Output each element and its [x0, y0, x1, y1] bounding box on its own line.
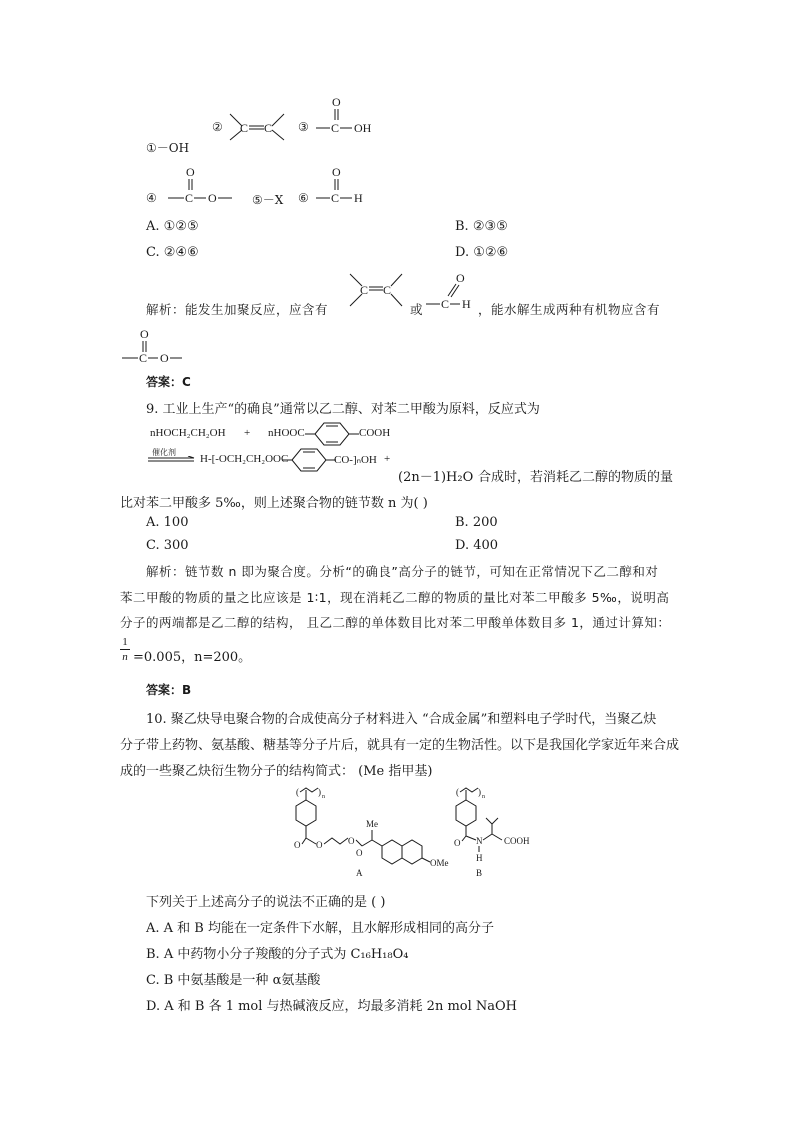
- q10-question: 下列关于上述高分子的说法不正确的是 ( ): [146, 895, 386, 910]
- svg-text:O: O: [140, 327, 149, 341]
- benzene-ring-icon: [305, 420, 359, 448]
- structure-b-diagram: [452, 786, 542, 864]
- q9-explanation-line2: 苯二甲酸的物质的量之比应该是 1∶1，现在消耗乙二醇的物质的量比对苯二甲酸多 5‰，说明高: [120, 590, 670, 605]
- group-6-label: ⑥: [298, 191, 309, 205]
- svg-text:H: H: [476, 853, 483, 863]
- q9-option-b: B. 200: [455, 515, 498, 530]
- structure-a-label: A: [356, 868, 363, 878]
- q9-option-a: A. 100: [146, 515, 189, 530]
- svg-text:O: O: [348, 836, 355, 846]
- svg-text:C: C: [383, 283, 392, 297]
- svg-text:n: n: [322, 794, 325, 800]
- q9-option-d: D. 400: [455, 538, 499, 553]
- q9-option-c: C. 300: [146, 538, 189, 553]
- svg-text:O: O: [160, 351, 169, 365]
- svg-text:C: C: [185, 191, 194, 204]
- explanation-alkene-structure: [346, 272, 404, 312]
- q10-stem-line1: 10. 聚乙炔导电聚合物的合成使高分子材料进入 “合成金属”和塑料电子学时代，当聚乙炔: [146, 712, 657, 727]
- q9-reactant-acid-right: COOH: [359, 427, 391, 439]
- ester-structure: [164, 164, 236, 204]
- q9-product-right: CO-]ₙOH: [334, 454, 377, 466]
- q9-plus: +: [244, 427, 251, 439]
- q9-plus-2: +: [384, 453, 391, 465]
- q9-explanation-line3: 分子的两端都是乙二醇的结构， 且乙二醇的单体数目比对苯二甲酸单体数目多 1，通过计算知：: [120, 615, 671, 630]
- svg-text:O: O: [332, 95, 341, 109]
- explanation-aldehyde-structure: [424, 270, 476, 310]
- group-1-label: ①－OH: [146, 141, 190, 155]
- carboxyl-structure: [314, 94, 380, 134]
- svg-text:H: H: [354, 191, 363, 204]
- q8-explanation-part2: ，能水解生成两种有机物应含有: [478, 302, 661, 317]
- svg-text:COOH: COOH: [504, 836, 530, 846]
- svg-text:O: O: [332, 165, 341, 179]
- q10-option-c: C. B 中氨基酸是一种 α氨基酸: [146, 973, 321, 988]
- q8-explanation-or: 或: [410, 302, 424, 317]
- q9-fraction-numerator: 1: [122, 636, 128, 648]
- svg-text:N: N: [476, 836, 483, 846]
- svg-text:OH: OH: [354, 121, 372, 134]
- alkene-structure: [228, 110, 286, 146]
- svg-text:C: C: [240, 121, 249, 135]
- svg-text:C: C: [360, 283, 369, 297]
- svg-text:): ): [318, 787, 321, 797]
- svg-text:O: O: [456, 271, 465, 285]
- svg-text:O: O: [356, 848, 363, 858]
- q9-calculation: =0.005，n=200。: [133, 650, 252, 665]
- svg-text:n: n: [482, 794, 485, 800]
- q10-option-b: B. A 中药物小分子羧酸的分子式为 C₁₆H₁₈O₄: [146, 947, 409, 962]
- svg-text:(: (: [456, 787, 459, 797]
- q8-option-d: D. ①②⑥: [455, 245, 509, 260]
- reaction-arrow-icon: [148, 456, 198, 464]
- svg-text:C: C: [139, 351, 148, 365]
- q9-product-left: H-[-OCH₂CH₂OOC: [200, 453, 289, 465]
- svg-text:O: O: [316, 840, 323, 850]
- q8-option-c: C. ②④⑥: [146, 245, 199, 260]
- q8-explanation-part1: 解析：能发生加聚反应，应含有: [146, 302, 329, 317]
- svg-text:(: (: [296, 787, 299, 797]
- aldehyde-structure: [314, 164, 370, 204]
- svg-text:C: C: [441, 297, 450, 310]
- q9-explanation-line1: 解析：链节数 n 即为聚合度。分析“的确良”高分子的链节，可知在正常情况下乙二醇和对: [146, 564, 659, 579]
- svg-text:O: O: [186, 165, 195, 179]
- q8-answer: 答案：C: [146, 375, 191, 389]
- q10-option-d: D. A 和 B 各 1 mol 与热碱液反应，均最多消耗 2n mol NaOH: [146, 999, 518, 1014]
- product-benzene-ring-icon: [282, 446, 336, 474]
- q8-option-a: A. ①②⑤: [146, 219, 199, 234]
- q8-option-b: B. ②③⑤: [455, 219, 508, 234]
- group-2-label: ②: [212, 120, 223, 134]
- svg-text:C: C: [264, 121, 273, 135]
- q9-stem-part2: 合成时，若消耗乙二醇的物质的量: [478, 470, 674, 485]
- svg-text:H: H: [462, 297, 471, 310]
- group-5-label: ⑤－X: [252, 193, 284, 207]
- svg-text:OMe: OMe: [430, 858, 449, 868]
- svg-text:C: C: [331, 121, 340, 134]
- q9-fraction-denominator: n: [122, 651, 128, 663]
- q9-stem: 9. 工业上生产“的确良”通常以乙二醇、对苯二甲酸为原料，反应式为: [146, 402, 540, 417]
- q9-catalyst-label: 催化剂: [152, 448, 176, 457]
- q9-reactant-acid-left: nHOOC: [268, 427, 305, 439]
- q9-reactant-glycol: nHOCH₂CH₂OH: [150, 427, 226, 439]
- svg-text:Me: Me: [366, 819, 378, 829]
- structure-a-diagram: [292, 786, 460, 878]
- q10-stem-line2: 分子带上药物、氨基酸、糖基等分子片后，就具有一定的生物活性。以下是我国化学家近年来合成: [120, 738, 680, 753]
- q9-water: (2n－1)H₂O: [398, 470, 474, 485]
- svg-text:): ): [478, 787, 481, 797]
- q10-stem-line3: 成的一些聚乙炔衍生物分子的结构简式： (Me 指甲基): [120, 764, 433, 779]
- group-4-label: ④: [146, 191, 157, 205]
- svg-text:O: O: [294, 840, 301, 850]
- q10-option-a: A. A 和 B 均能在一定条件下水解，且水解形成相同的高分子: [146, 921, 494, 936]
- group-3-label: ③: [298, 120, 309, 134]
- svg-text:O: O: [208, 191, 217, 204]
- svg-text:O: O: [454, 838, 461, 848]
- q9-stem-part3: 比对苯二甲酸多 5‰，则上述聚合物的链节数 n 为( ): [120, 496, 428, 511]
- explanation-ester-structure: [120, 326, 186, 366]
- q9-fraction: [120, 636, 130, 663]
- q9-answer: 答案：B: [146, 683, 192, 697]
- structure-b-label: B: [476, 868, 483, 878]
- svg-text:C: C: [331, 191, 340, 204]
